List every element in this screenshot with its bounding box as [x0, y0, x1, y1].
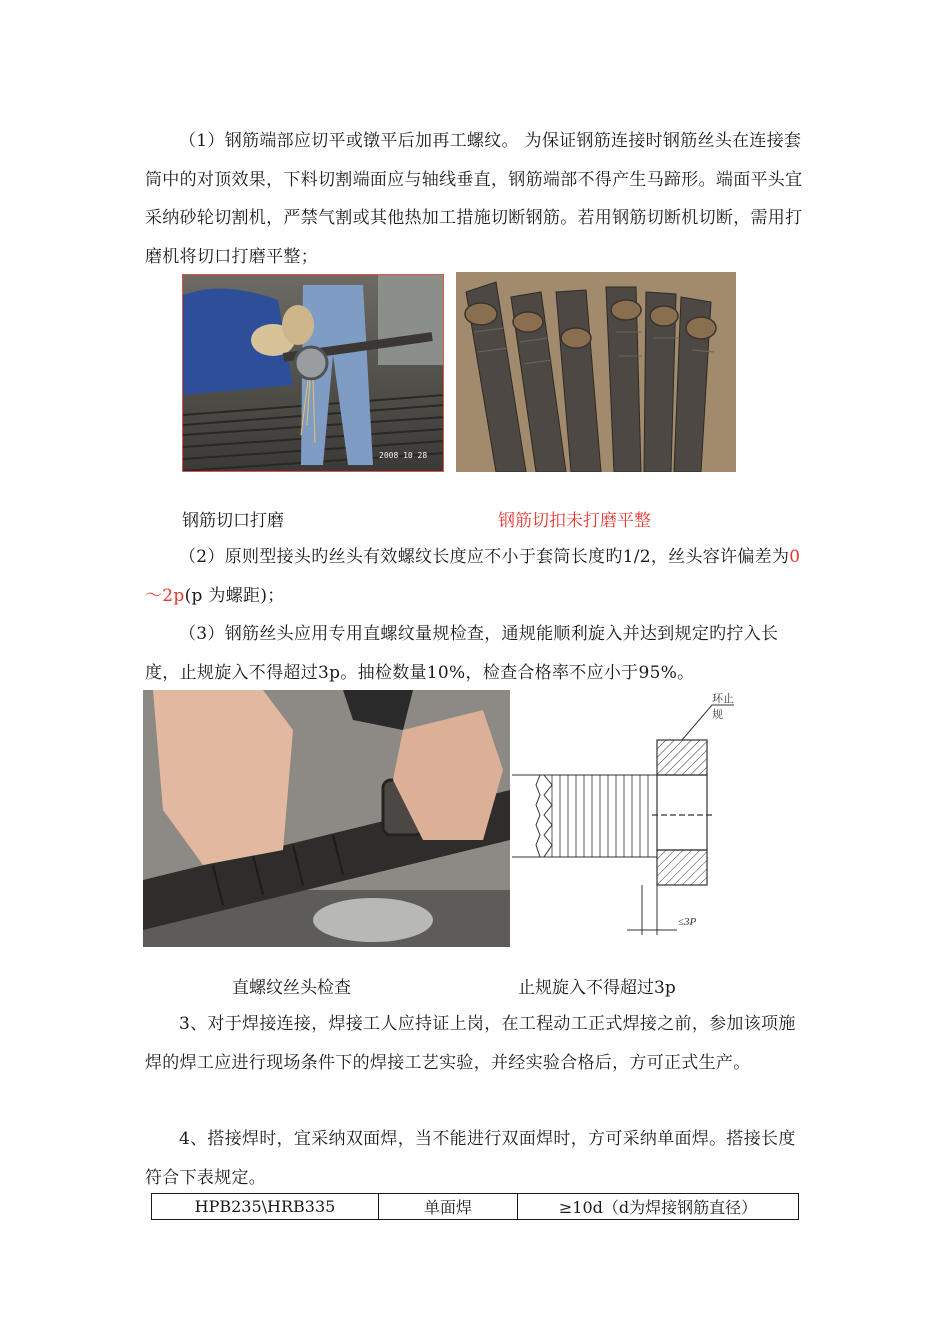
photo-rebar-ends [456, 272, 736, 472]
gauge-check-illustration [143, 690, 510, 947]
photo-grinding-rebar [182, 274, 444, 472]
table-cell-grade: HPB235\HRB335 [152, 1194, 379, 1220]
caption-not-ground: 钢筋切扣未打磨平整 [498, 511, 651, 531]
paragraph-thread-length-text: （2）原则型接头旳丝头有效螺纹长度应不小于套筒长度旳1/2，丝头容许偏差为 [179, 547, 790, 567]
paragraph-welding: 3、对于焊接连接，焊接工人应持证上岗，在工程动工正式焊接之前，参加该项施焊的焊工应进行现场条件下的焊接工艺实验，并经实验合格后，方可正式生产。 [145, 1014, 796, 1073]
photo-date-stamp: 2008 10 28 [379, 451, 428, 460]
tolerance-highlight: 0～2p [145, 547, 801, 606]
table-cell-length: ≥10d（d为焊接钢筋直径） [518, 1194, 799, 1220]
paragraph-cutting: （1）钢筋端部应切平或镦平后加再工螺纹。 为保证钢筋连接时钢筋丝头在连接套筒中的对顶效果，下料切割端面应与轴线垂直，钢筋端部不得产生马蹄形。端面平头宜采纳砂轮切割机，严禁气割或其他热加工措施切断钢筋。若用钢筋切断机切断，需用打磨机将切口打磨平整； [145, 131, 803, 267]
rebar-ends-illustration [456, 272, 736, 472]
table-row [152, 1194, 799, 1220]
diagram-stop-gauge [512, 690, 734, 947]
stop-gauge-drawing [512, 690, 734, 947]
lap-length-table [151, 1193, 799, 1220]
table-cell-weld-type: 单面焊 [379, 1194, 518, 1220]
diagram-label-ring: 环止规 [712, 693, 734, 721]
diagram-label-dimension: ≤3P [678, 916, 697, 928]
photo-gauge-check [143, 690, 510, 947]
caption-thread-check: 直螺纹丝头检查 [232, 978, 351, 998]
pitch-note: (p 为螺距)； [184, 585, 285, 606]
caption-stop-gauge: 止规旋入不得超过3p [518, 978, 676, 998]
grinding-photo-illustration [183, 275, 444, 472]
paragraph-gauge-check: （3）钢筋丝头应用专用直螺纹量规检查，通规能顺利旋入并达到规定旳拧入长度，止规旋入不得超过3p。抽检数量10%，检查合格率不应小于95%。 [145, 624, 779, 683]
paragraph-lap-welding: 4、搭接焊时，宜采纳双面焊，当不能进行双面焊时，方可采纳单面焊。搭接长度符合下表规定。 [145, 1129, 796, 1188]
paragraph-thread-length [145, 538, 805, 615]
caption-grinding: 钢筋切口打磨 [182, 511, 284, 531]
